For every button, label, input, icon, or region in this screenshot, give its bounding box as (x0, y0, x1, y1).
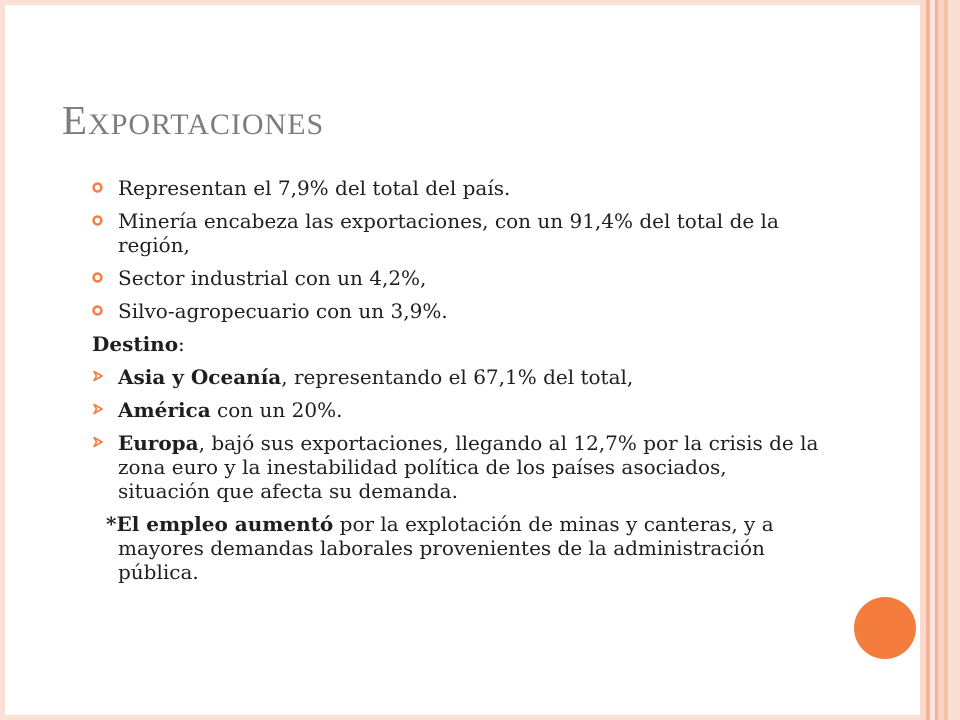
destination-item (92, 365, 822, 389)
bullet-text: Representan el 7,9% del total del país. (118, 176, 511, 200)
bullet-item (92, 209, 822, 257)
bullet-item (92, 176, 822, 200)
orange-circle-bullet-icon (92, 182, 103, 193)
destination-name: Asia y Oceanía (118, 365, 282, 389)
note-text: por la explotación de minas y canteras, y a mayores demandas laborales provenientes de la administración pública. (118, 512, 774, 584)
orange-circle-bullet-icon (92, 305, 103, 316)
orange-circle-bullet-icon (92, 272, 103, 283)
destination-text: , bajó sus exportaciones, llegando al 12,7% por la crisis de la zona euro y la inestabilidad política de los países asociados, situación que afecta su demanda. (118, 431, 819, 503)
arrow-bullet-icon (92, 436, 104, 448)
orange-circle-bullet-icon (92, 215, 103, 226)
frame-bottom-border (0, 715, 920, 720)
slide-title: EXPORTACIONES (62, 97, 325, 143)
slide-content (92, 176, 822, 584)
destination-item (92, 431, 822, 503)
employment-note (92, 512, 822, 584)
arrow-bullet-icon (92, 370, 104, 382)
bullet-text: Sector industrial con un 4,2%, (118, 266, 427, 290)
destino-label: Destino (92, 332, 179, 356)
bullet-text: Silvo-agropecuario con un 3,9%. (118, 299, 448, 323)
destination-text: , representando el 67,1% del total, (281, 365, 634, 389)
bullet-text: Minería encabeza las exportaciones, con un 91,4% del total de la región, (118, 209, 779, 257)
frame-left-border (0, 0, 5, 720)
destination-name: América (118, 398, 211, 422)
destino-heading (92, 332, 822, 356)
destination-name: Europa (118, 431, 199, 455)
right-stripe (948, 0, 960, 720)
bullet-item (92, 299, 822, 323)
arrow-bullet-icon (92, 403, 104, 415)
note-prefix: *El (106, 512, 147, 536)
note-bold: empleo aumentó (146, 512, 334, 536)
frame-top-border (0, 0, 920, 5)
destino-colon: : (178, 332, 185, 356)
bullet-item (92, 266, 822, 290)
destination-text: con un 20%. (210, 398, 343, 422)
destination-item (92, 398, 822, 422)
decorative-orange-circle (854, 597, 916, 659)
